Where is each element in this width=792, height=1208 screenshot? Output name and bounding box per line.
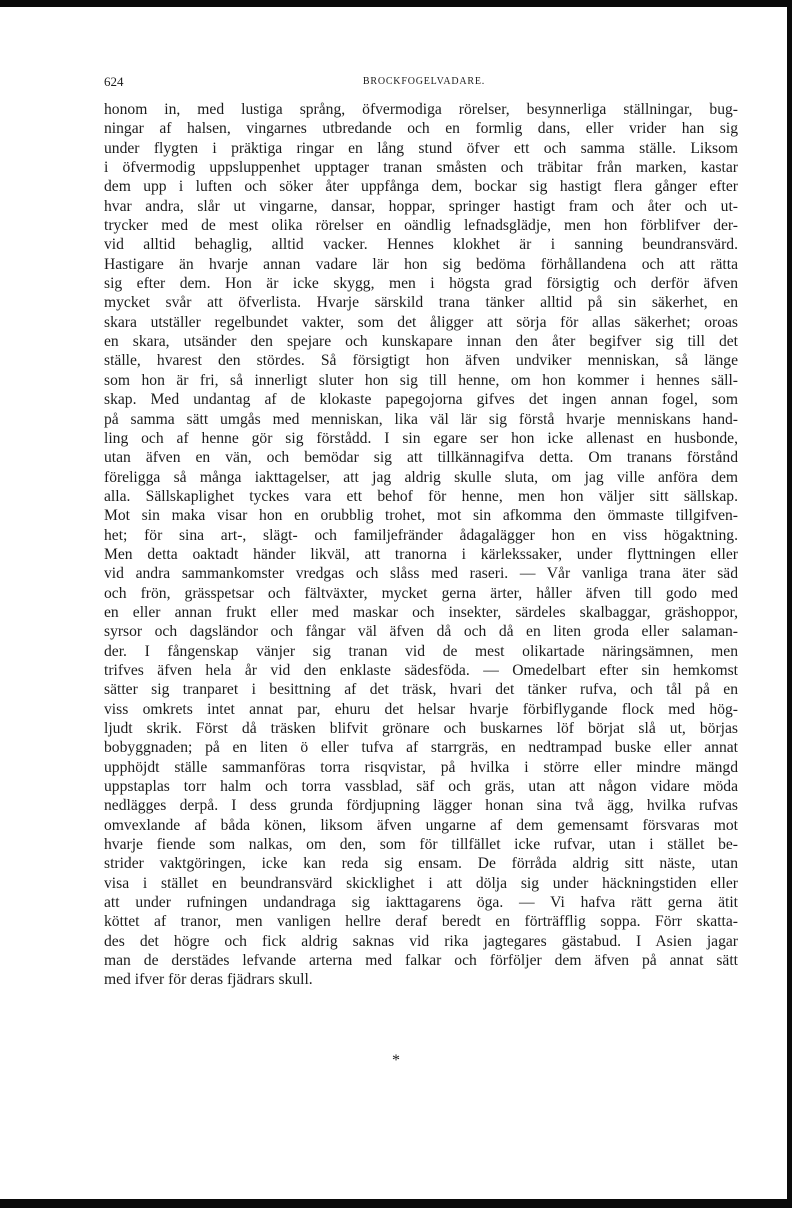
- text-line: viss omkrets intet annat par, ehuru det helsar hvarje förbiflygande flock med hög-: [104, 700, 738, 718]
- text-line: vid alltid behaglig, alltid vacker. Hennes klokhet är i sanning beundransvärd.: [104, 236, 738, 254]
- text-line: trycker med de mest olika rörelser en oändlig lefnadsglädje, men hon förblifver der-: [104, 217, 738, 235]
- text-line: trifves äfven hela år vid den enklaste sädesföda. — Omedelbart efter sin hemkomst: [104, 661, 738, 679]
- text-line: sig efter dem. Hon är icke skygg, men i högsta grad försigtig och derför äfven: [104, 275, 738, 293]
- text-line: ningar af halsen, vingarnes utbredande och en formlig dans, eller vrider han sig: [104, 120, 738, 138]
- text-line: köttet af tranor, men vanligen hellre deraf beredt en förträfflig soppa. Förr skatta-: [104, 913, 738, 931]
- running-title: BROCKFOGELVADARE.: [362, 76, 486, 87]
- text-line: syrsor och dagsländor och fångar väl äfven då och då en liten groda eller salaman-: [104, 623, 738, 641]
- text-line: man de derstädes lefvande arterna med falkar och förföljer dem äfven på annat sätt: [104, 952, 738, 970]
- text-line: en eller annan frukt eller med maskar och insekter, särdeles skalbaggar, gräshoppor,: [104, 603, 738, 621]
- text-line: under flygten i präktiga ringar en lång stund öfver ett och samma ställe. Liksom: [104, 139, 738, 157]
- text-line: vid andra sammankomster vredgas och slåss med raseri. — Vår vanliga trana äter säd: [104, 565, 738, 583]
- text-line: Men detta oaktadt händer likväl, att tranorna i kärlekssaker, under flyttningen eller: [104, 545, 738, 563]
- text-line: Mot sin maka visar hon en orubblig trohet, mot sin afkomma den ömmaste tillgifven-: [104, 507, 738, 525]
- scan-edge-bottom: [0, 1199, 792, 1208]
- text-line: omvexlande af båda könen, liksom äfven ungarne af dem gemensamt försvaras mot: [104, 816, 738, 834]
- text-line: i öfvermodig uppsluppenhet upptager tranan småsten och träbitar från marken, kastar: [104, 159, 738, 177]
- scan-edge-right: [787, 0, 792, 1208]
- body-text: [104, 100, 738, 990]
- text-line: ställe, hvarest den stördes. Så försigtigt hon äfven undviker menniskan, så länge: [104, 352, 738, 370]
- text-line: hvar andra, slår ut vingarne, dansar, hoppar, springer hastigt fram och åter och ut-: [104, 197, 738, 215]
- text-line: visa i stället en beundransvärd skicklighet i att dölja sig under häckningstiden eller: [104, 874, 738, 892]
- text-line: alla. Sällskaplighet tyckes vara ett behof för henne, men hon väljer sitt sällskap.: [104, 487, 738, 505]
- text-line: upphöjdt ställe sammanföras torra risqvistar, på hvilka i större eller mindre mängd: [104, 758, 738, 776]
- text-line: dem upp i luften och söker åter uppfånga dem, bockar sig hastigt flera gånger efter: [104, 178, 738, 196]
- text-line: som hon är fri, så innerligt sluter hon sig till henne, om hon kommer i hennes säll-: [104, 371, 738, 389]
- text-line: Hastigare än hvarje annan vadare lär hon sig bedöma förhållandena och att rätta: [104, 255, 738, 273]
- text-line: des det högre och fick aldrig saknas vid rika jagtegares gästabud. I Asien jagar: [104, 932, 738, 950]
- text-line: skara utställer regelbundet vakter, som det åligger att sörja för allas säkerhet; oroas: [104, 313, 738, 331]
- text-line: het; för sina art-, slägt- och familjefränder ådagalägger hon en viss högaktning.: [104, 526, 738, 544]
- text-line: mycket svår att öfverlista. Hvarje särskild trana tänker alltid på sin säkerhet, en: [104, 294, 738, 312]
- text-line: att under rufningen undandraga sig iakttagarens öga. — Vi hafva rätt gerna ätit: [104, 894, 738, 912]
- text-line: bobyggnaden; på en liten ö eller tufva af starrgräs, en nedtrampad buske eller annat: [104, 739, 738, 757]
- page-number: 624: [104, 74, 124, 89]
- text-line: strider vaktgöringen, icke kan reda sig ensam. De förråda aldrig sitt näste, utan: [104, 855, 738, 873]
- text-line: uppstaplas torr halm och torra vassblad, säf och gräs, utan att någon vidare möda: [104, 778, 738, 796]
- scan-edge-top: [0, 0, 792, 7]
- text-line: ljudt skrik. Först då träsken blifvit grönare och buskarnes löf börjat slå ut, börjas: [104, 720, 738, 737]
- text-line: skap. Med undantag af de klokaste papegojorna gifves det ingen annan fogel, som: [104, 391, 738, 409]
- text-line: ling och af henne gör sig förstådd. I sin egare ser hon icke allenast en husbonde,: [104, 429, 738, 447]
- text-line: sätter sig tranparet i besittning af det träsk, hvari det tänker rufva, och tål på en: [104, 681, 738, 699]
- section-ornament: *: [392, 1052, 400, 1069]
- text-line: der. I fångenskap vänjer sig tranan vid de mest olikartade näringsämnen, men: [104, 642, 738, 660]
- text-line: på samma sätt umgås med menniskan, lika väl lär sig förstå hvarje menniskans hand-: [104, 410, 738, 428]
- text-line: och frön, grässpetsar och fältväxter, mycket gerna ärter, håller äfven till godo med: [104, 584, 738, 602]
- text-line: utan äfven en vän, och bemödar sig att tillkännagifva detta. Om tranans förstånd: [104, 449, 738, 467]
- text-line: hvarje fiende som nalkas, om den, som för tillfället icke rufvar, utan i stället be-: [104, 836, 738, 854]
- text-line: föreligga så många iakttagelser, att jag aldrig skulle sluta, om jag ville anföra dem: [104, 468, 738, 486]
- text-line: nedlägges derpå. I dess grunda fördjupning lägger honan sina två ägg, hvilka rufvas: [104, 797, 738, 815]
- text-line: en skara, utsänder den spejare och kunskapare innan den åter begifver sig till det: [104, 333, 738, 351]
- page-header: [104, 74, 744, 92]
- text-line: med ifver för deras fjädrars skull.: [104, 971, 313, 989]
- text-line: honom in, med lustiga språng, öfvermodiga rörelser, besynnerliga ställningar, bug-: [104, 101, 738, 118]
